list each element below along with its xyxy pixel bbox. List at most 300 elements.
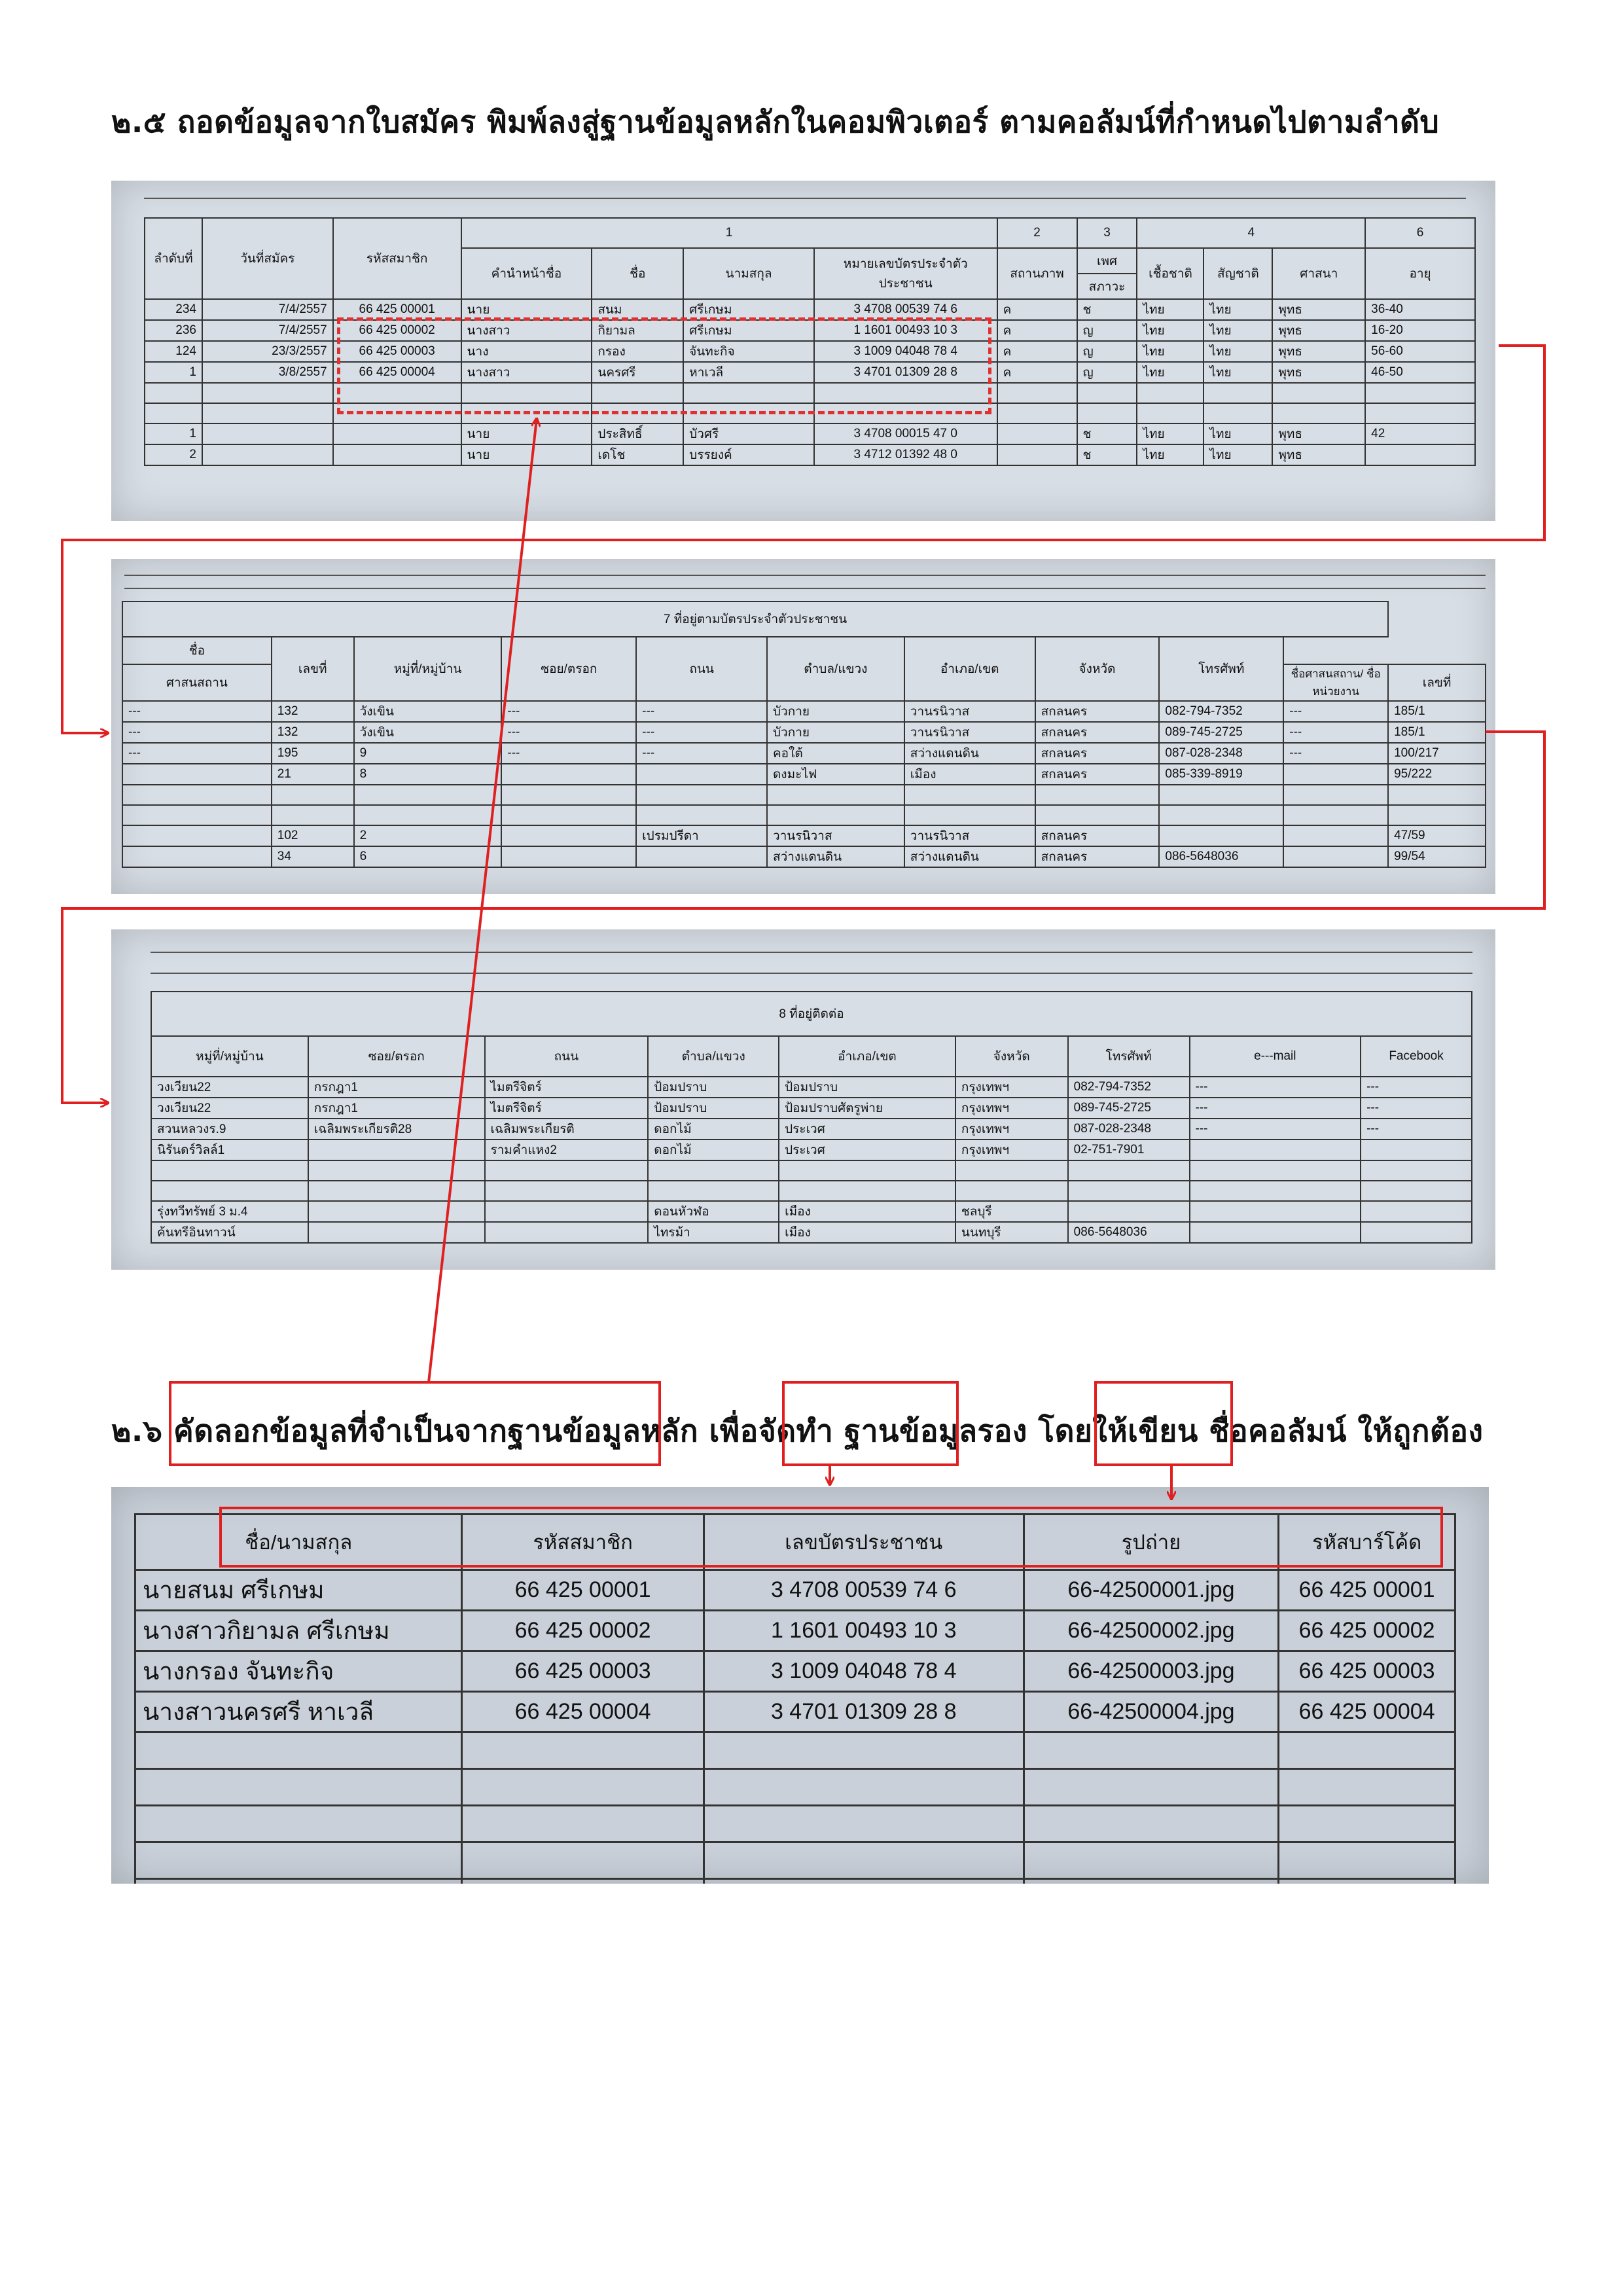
table-cell: พุทธ (1272, 299, 1365, 320)
table-cell (1077, 383, 1137, 403)
table-cell: 124 (145, 341, 202, 362)
table-cell: วานรนิวาส (904, 825, 1035, 846)
table-cell: 95/222 (1388, 764, 1486, 785)
table-cell: ป้อมปราบ (648, 1077, 779, 1098)
table-cell (1361, 1201, 1472, 1222)
table-cell: 02-751-7901 (1068, 1139, 1190, 1160)
table-cell (704, 1732, 1024, 1769)
table-row (151, 1139, 1472, 1160)
table-cell: ไทย (1204, 341, 1272, 362)
table-cell: 66 425 00002 (462, 1611, 704, 1651)
table-cell (485, 1222, 649, 1243)
heading-2-6-mid2: โดยให้เขียน (1038, 1413, 1198, 1448)
table-cell (501, 764, 636, 785)
table-cell: 66 425 00004 (333, 362, 461, 383)
table-cell (1190, 1139, 1361, 1160)
divider (151, 952, 1472, 953)
table-cell (904, 805, 1035, 825)
table-cell: 082-794-7352 (1159, 701, 1283, 722)
table-cell (145, 403, 202, 423)
table-cell (1024, 1732, 1278, 1769)
table-cell (135, 1732, 462, 1769)
table-cell: 8 (354, 764, 502, 785)
highlight-box-column-name (1094, 1381, 1233, 1466)
table-cell (1024, 1806, 1278, 1842)
table-cell: วงเวียน22 (151, 1098, 308, 1119)
table-cell (333, 423, 461, 444)
table-cell: สนม (592, 299, 683, 320)
header-status: สถานภาพ (997, 248, 1077, 299)
header-race: เชื้อชาติ (1137, 248, 1204, 299)
table-cell: 3 4712 01392 48 0 (814, 444, 997, 465)
table-cell: สว่างแดนดิน (904, 846, 1035, 867)
table-cell: 6 (354, 846, 502, 867)
table-cell: ไทย (1204, 299, 1272, 320)
table-cell (704, 1879, 1024, 1884)
table-cell: กรุงเทพฯ (955, 1098, 1068, 1119)
table-cell: --- (501, 722, 636, 743)
table-cell: ญ (1077, 320, 1137, 341)
table-cell (767, 785, 904, 805)
table-cell (1283, 805, 1388, 825)
table-cell (1283, 785, 1388, 805)
column-header: ซอย/ตรอก (308, 1036, 485, 1077)
table-cell: วานรนิวาส (904, 722, 1035, 743)
table-cell (997, 444, 1077, 465)
table-cell (1190, 1201, 1361, 1222)
table-cell: ค (997, 362, 1077, 383)
table-cell: 089-745-2725 (1068, 1098, 1190, 1119)
group-4: 4 (1137, 218, 1365, 248)
photo-contact-table (111, 929, 1495, 1270)
table-cell (1204, 403, 1272, 423)
table-cell (767, 805, 904, 825)
table-cell (1035, 785, 1160, 805)
table-cell: พุทธ (1272, 341, 1365, 362)
table-cell: วานรนิวาส (904, 701, 1035, 722)
table-cell: 66 425 00001 (462, 1570, 704, 1611)
highlight-box-copy-data (169, 1381, 661, 1466)
table-cell: ป้อมปราบ (648, 1098, 779, 1119)
table-cell (308, 1222, 485, 1243)
header-house-no-2: เลขที่ (1388, 664, 1486, 701)
table-cell (1279, 1806, 1455, 1842)
secondary-database-table (134, 1513, 1456, 1884)
table-cell (354, 785, 502, 805)
column-header: Facebook (1361, 1036, 1472, 1077)
table-cell (1283, 846, 1388, 867)
table-cell: 195 (272, 743, 354, 764)
table-cell (1068, 1160, 1190, 1181)
table-cell: 66-42500002.jpg (1024, 1611, 1278, 1651)
header-village: หมู่ที่/หมู่บ้าน (354, 637, 502, 701)
table-cell: 66 425 00003 (462, 1651, 704, 1692)
table-cell (704, 1769, 1024, 1806)
table-cell: 23/3/2557 (202, 341, 333, 362)
table-cell: กรอง (592, 341, 683, 362)
table-cell (704, 1806, 1024, 1842)
table-cell: สกลนคร (1035, 722, 1160, 743)
group-6: 6 (1365, 218, 1475, 248)
heading-2-6-suffix: ให้ถูกต้อง (1357, 1413, 1484, 1448)
table-cell: นาง (461, 341, 592, 362)
table-cell: 7/4/2557 (202, 299, 333, 320)
table-row (135, 1879, 1455, 1884)
address-table (122, 601, 1486, 868)
table-cell (636, 846, 767, 867)
table-cell: วังเขิน (354, 701, 502, 722)
table-cell (1137, 403, 1204, 423)
table-cell: 086-5648036 (1068, 1222, 1190, 1243)
header-phone: โทรศัพท์ (1159, 637, 1283, 701)
table-row (122, 805, 1486, 825)
column-header: อำเภอ/เขต (779, 1036, 955, 1077)
address-rows (122, 701, 1486, 867)
table-cell: สกลนคร (1035, 846, 1160, 867)
table-cell: --- (636, 701, 767, 722)
table-cell (122, 825, 272, 846)
header-title: คำนำหน้าชื่อ (461, 248, 592, 299)
table-cell: 66 425 00001 (1279, 1570, 1455, 1611)
header-temple: ศาสนสถาน (122, 664, 272, 701)
table-cell: เมือง (779, 1222, 955, 1243)
table-cell (779, 1160, 955, 1181)
divider (151, 973, 1472, 974)
column-header: ตำบล/แขวง (648, 1036, 779, 1077)
table-cell (648, 1160, 779, 1181)
table-cell (462, 1806, 704, 1842)
table-cell: 66 425 00003 (333, 341, 461, 362)
table-cell (1204, 383, 1272, 403)
table-cell: เฉลิมพระเกียรติ28 (308, 1119, 485, 1139)
table-cell: 102 (272, 825, 354, 846)
table-cell: ค (997, 341, 1077, 362)
dashed-highlight-box (337, 317, 991, 414)
table-row (122, 743, 1486, 764)
table-cell: เมือง (904, 764, 1035, 785)
table-cell: 3 4708 00539 74 6 (704, 1570, 1024, 1611)
table-cell (501, 785, 636, 805)
table-cell: --- (636, 722, 767, 743)
table-cell: รามคำแหง2 (485, 1139, 649, 1160)
table-cell: 3 1009 04048 78 4 (814, 341, 997, 362)
table-cell (501, 846, 636, 867)
table-cell: ประสิทธิ์ (592, 423, 683, 444)
table-cell: สกลนคร (1035, 743, 1160, 764)
header-age: อายุ (1365, 248, 1475, 299)
table-cell: 66 425 00002 (333, 320, 461, 341)
header-first: ชื่อ (592, 248, 683, 299)
table-cell: ไทย (1137, 320, 1204, 341)
table-cell: 236 (145, 320, 202, 341)
contact-group-title: 8 ที่อยู่ติดต่อ (151, 992, 1472, 1036)
secondary-rows (135, 1570, 1455, 1884)
table-cell: 1 1601 00493 10 3 (704, 1611, 1024, 1651)
table-cell (779, 1181, 955, 1201)
table-cell: กรกฎา1 (308, 1077, 485, 1098)
table-cell: ไทย (1204, 362, 1272, 383)
table-cell: 46-50 (1365, 362, 1475, 383)
column-header: ชื่อ/นามสกุล (135, 1515, 462, 1570)
table-cell: กรุงเทพฯ (955, 1139, 1068, 1160)
table-cell: รุ่งทวีทรัพย์ 3 ม.4 (151, 1201, 308, 1222)
table-row (151, 1119, 1472, 1139)
table-cell: --- (1190, 1077, 1361, 1098)
table-cell: 087-028-2348 (1159, 743, 1283, 764)
table-cell (1190, 1160, 1361, 1181)
table-cell (997, 423, 1077, 444)
group-1: 1 (461, 218, 997, 248)
table-cell: --- (636, 743, 767, 764)
table-cell (122, 846, 272, 867)
table-cell: วงเวียน22 (151, 1077, 308, 1098)
heading-2-6-box1: คัดลอกข้อมูลที่จำเป็นจากฐานข้อมูลหลัก (173, 1413, 699, 1448)
table-cell (354, 805, 502, 825)
table-cell (485, 1160, 649, 1181)
table-cell: ไทย (1137, 341, 1204, 362)
table-row (145, 423, 1475, 444)
table-cell (1361, 1222, 1472, 1243)
table-cell (202, 444, 333, 465)
table-cell: ไทย (1204, 444, 1272, 465)
table-cell (1137, 383, 1204, 403)
table-cell (1024, 1879, 1278, 1884)
table-cell (462, 1732, 704, 1769)
table-cell: ช (1077, 423, 1137, 444)
table-cell: ไทย (1204, 320, 1272, 341)
table-cell: ไมตรีจิตร์ (485, 1077, 649, 1098)
table-cell (1272, 383, 1365, 403)
table-cell (135, 1769, 462, 1806)
table-cell: 086-5648036 (1159, 846, 1283, 867)
table-cell (1365, 444, 1475, 465)
header-province: จังหวัด (1035, 637, 1160, 701)
table-row (145, 444, 1475, 465)
table-cell: 185/1 (1388, 722, 1486, 743)
header-id-card: หมายเลขบัตรประจำตัว ประชาชน (814, 248, 997, 299)
table-cell (122, 764, 272, 785)
table-cell: บรรยงค์ (683, 444, 814, 465)
table-cell (202, 383, 333, 403)
table-cell: ศรีเกษม (683, 320, 814, 341)
table-row (122, 722, 1486, 743)
table-cell: สกลนคร (1035, 825, 1160, 846)
header-house-no: เลขที่ (272, 637, 354, 701)
table-cell: ดอกไม้ (648, 1139, 779, 1160)
table-cell (1283, 825, 1388, 846)
table-cell: เปรมปรีดา (636, 825, 767, 846)
table-cell: ดงมะไฟ (767, 764, 904, 785)
column-header: e---mail (1190, 1036, 1361, 1077)
photo-address-table (111, 559, 1495, 894)
highlight-box-header-row (219, 1507, 1443, 1568)
column-header: จังหวัด (955, 1036, 1068, 1077)
contact-header-row (151, 1036, 1472, 1077)
table-cell: ดอนหัวฬอ (648, 1201, 779, 1222)
table-row (122, 846, 1486, 867)
table-cell (648, 1181, 779, 1201)
table-cell (308, 1201, 485, 1222)
table-cell: หาเวลี (683, 362, 814, 383)
table-cell (501, 825, 636, 846)
table-cell (1159, 805, 1283, 825)
table-cell: --- (1361, 1077, 1472, 1098)
table-cell: 1 (145, 362, 202, 383)
table-row (135, 1732, 1455, 1769)
table-cell: พุทธ (1272, 423, 1365, 444)
table-cell: 66 425 00001 (333, 299, 461, 320)
table-cell (1365, 403, 1475, 423)
table-cell: --- (501, 701, 636, 722)
table-cell: สกลนคร (1035, 764, 1160, 785)
table-cell (997, 403, 1077, 423)
heading-2-6-mid1: เพื่อจัดทำ (709, 1413, 834, 1448)
table-row (135, 1842, 1455, 1879)
table-cell: --- (1361, 1098, 1472, 1119)
address-group-title: 7 ที่อยู่ตามบัตรประจำตัวประชาชน (122, 601, 1388, 637)
table-cell: 66-42500004.jpg (1024, 1692, 1278, 1732)
table-cell: ประเวศ (779, 1119, 955, 1139)
table-cell: ญ (1077, 341, 1137, 362)
table-cell: --- (1283, 701, 1388, 722)
table-cell: 1 1601 00493 10 3 (814, 320, 997, 341)
table-cell: --- (122, 743, 272, 764)
table-cell (636, 785, 767, 805)
table-cell (1024, 1769, 1278, 1806)
table-row (135, 1611, 1455, 1651)
table-row (122, 785, 1486, 805)
table-cell: ไทย (1204, 423, 1272, 444)
table-cell: ไทย (1137, 444, 1204, 465)
table-cell: --- (1283, 743, 1388, 764)
table-cell: 34 (272, 846, 354, 867)
table-cell: พุทธ (1272, 320, 1365, 341)
table-cell: นนทบุรี (955, 1222, 1068, 1243)
table-cell (501, 805, 636, 825)
header-last: นามสกุล (683, 248, 814, 299)
table-cell: 3/8/2557 (202, 362, 333, 383)
highlight-box-secondary-db (782, 1381, 959, 1466)
table-cell (1365, 383, 1475, 403)
table-cell: ไทย (1137, 362, 1204, 383)
table-cell: สกลนคร (1035, 701, 1160, 722)
table-cell: พุทธ (1272, 362, 1365, 383)
table-cell: 66-42500001.jpg (1024, 1570, 1278, 1611)
table-cell (135, 1842, 462, 1879)
table-cell (1024, 1842, 1278, 1879)
table-cell (1077, 403, 1137, 423)
table-cell: วังเขิน (354, 722, 502, 743)
table-cell (1279, 1769, 1455, 1806)
table-cell: ดอกไม้ (648, 1119, 779, 1139)
header-date: วันที่สมัคร (202, 218, 333, 299)
table-cell: 3 1009 04048 78 4 (704, 1651, 1024, 1692)
table-cell (462, 1842, 704, 1879)
table-cell: ประเวศ (779, 1139, 955, 1160)
table-cell (704, 1842, 1024, 1879)
table-cell (272, 785, 354, 805)
table-row (122, 825, 1486, 846)
table-cell (904, 785, 1035, 805)
table-cell: 36-40 (1365, 299, 1475, 320)
table-cell (636, 805, 767, 825)
table-cell: ช (1077, 299, 1137, 320)
table-cell: สว่างแดนดิน (767, 846, 904, 867)
table-cell: นางกรอง จันทะกิจ (135, 1651, 462, 1692)
table-cell: 2 (145, 444, 202, 465)
table-cell (462, 1769, 704, 1806)
table-cell: ญ (1077, 362, 1137, 383)
header-sex: เพศ (1077, 248, 1137, 274)
table-cell (1361, 1160, 1472, 1181)
column-header: ถนน (485, 1036, 649, 1077)
table-cell (135, 1806, 462, 1842)
header-sex-sub: สภาวะ (1077, 274, 1137, 299)
table-cell: เฉลิมพระเกียรติ (485, 1119, 649, 1139)
table-cell: นายสนม ศรีเกษม (135, 1570, 462, 1611)
table-cell (145, 383, 202, 403)
table-cell: 100/217 (1388, 743, 1486, 764)
table-cell: --- (501, 743, 636, 764)
table-row (151, 1222, 1472, 1243)
table-cell (202, 423, 333, 444)
table-cell (955, 1160, 1068, 1181)
table-cell: บัวศรี (683, 423, 814, 444)
table-row (135, 1769, 1455, 1806)
table-cell (1279, 1842, 1455, 1879)
table-cell (333, 444, 461, 465)
table-cell: 66-42500003.jpg (1024, 1651, 1278, 1692)
table-cell (122, 785, 272, 805)
header-religion: ศาสนา (1272, 248, 1365, 299)
table-row (135, 1692, 1455, 1732)
table-row (151, 1201, 1472, 1222)
header-road: ถนน (636, 637, 767, 701)
table-cell: สวนหลวงร.9 (151, 1119, 308, 1139)
table-cell: 66 425 00004 (1279, 1692, 1455, 1732)
table-cell: --- (1190, 1098, 1361, 1119)
table-cell: --- (1283, 722, 1388, 743)
group-2: 2 (997, 218, 1077, 248)
header-org-name: ชื่อศาสนสถาน/ ชื่อหน่วยงาน (1283, 664, 1388, 701)
table-cell (1190, 1222, 1361, 1243)
header-soi: ซอย/ตรอก (501, 637, 636, 701)
group-3: 3 (1077, 218, 1137, 248)
table-cell (202, 403, 333, 423)
column-header: รูปถ่าย (1024, 1515, 1278, 1570)
divider (144, 198, 1466, 199)
table-cell: 47/59 (1388, 825, 1486, 846)
contact-rows (151, 1077, 1472, 1243)
table-cell (1159, 785, 1283, 805)
table-cell (1279, 1879, 1455, 1884)
table-cell: นางสาวนครศรี หาเวลี (135, 1692, 462, 1732)
table-cell: กรุงเทพฯ (955, 1077, 1068, 1098)
table-cell (462, 1879, 704, 1884)
table-cell: 234 (145, 299, 202, 320)
table-cell: 42 (1365, 423, 1475, 444)
table-cell: --- (1361, 1119, 1472, 1139)
table-cell: 3 4701 01309 28 8 (814, 362, 997, 383)
table-cell: นางสาว (461, 320, 592, 341)
table-row (135, 1806, 1455, 1842)
table-cell (1361, 1139, 1472, 1160)
table-cell: ไทรม้า (648, 1222, 779, 1243)
table-row (135, 1651, 1455, 1692)
header-district: อำเภอ/เขต (904, 637, 1035, 701)
table-cell (135, 1879, 462, 1884)
table-cell (485, 1181, 649, 1201)
